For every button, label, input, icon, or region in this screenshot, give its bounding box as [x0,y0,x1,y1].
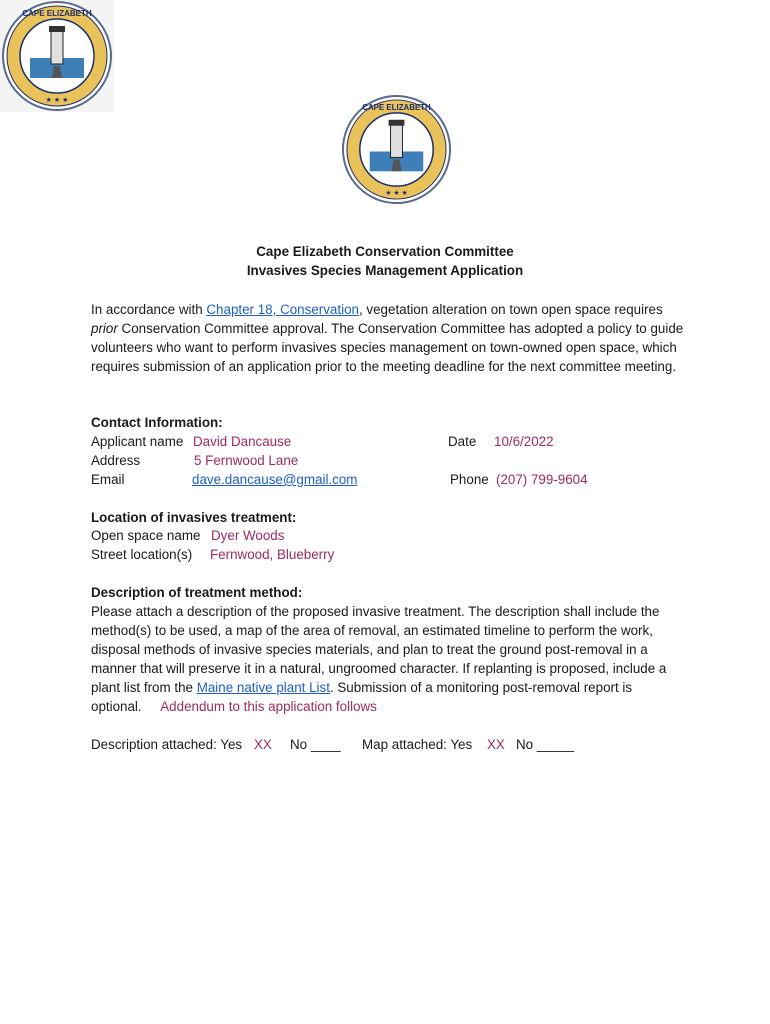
email-value-link[interactable]: dave.dancause@gmail.com [192,472,358,487]
description-text: . Submission of a monitoring post-removal report is optional. [91,680,633,714]
street-label: Street location(s) [91,547,193,562]
phone-value[interactable]: (207) 799-9604 [496,472,588,487]
intro-emphasis: prior [91,321,118,336]
location-heading: Location of invasives treatment: [91,510,297,525]
map-attached-no[interactable]: No _____ [516,737,575,752]
map-attached-yes[interactable]: XX [487,737,505,752]
description-heading: Description of treatment method: [91,585,303,600]
open-space-value[interactable]: Dyer Woods [211,528,285,543]
date-label: Date [448,434,477,449]
svg-text:★ ★ ★: ★ ★ ★ [385,190,408,198]
applicant-row [91,432,183,451]
town-seal-center [340,93,453,206]
description-attached-no[interactable]: No ____ [290,737,341,752]
document-title: Cape Elizabeth Conservation Committee [256,244,514,259]
document-subtitle: Invasives Species Management Application [246,263,524,278]
description-attached-label: Description attached: Yes [91,737,243,752]
phone-label: Phone [450,472,489,487]
intro-text: Conservation Committee approval. The Conservation Committee has adopted a policy to guide volunteers who want to perform invasives species management on town-owned open space, which requires submission of an application prior to the meeting deadline for the next committee meeting. [91,321,684,374]
date-value[interactable]: 10/6/2022 [494,434,554,449]
address-label: Address [91,453,141,468]
address-value[interactable]: 5 Fernwood Lane [194,453,299,468]
svg-text:★ ★ ★: ★ ★ ★ [45,97,69,104]
map-attached-label: Map attached: Yes [362,737,473,752]
applicant-label: Applicant name [91,434,184,449]
description-attached-yes[interactable]: XX [254,737,272,752]
town-seal-logo [0,0,114,112]
intro-text: In accordance with [91,302,207,317]
svg-text:CAPE ELIZABETH: CAPE ELIZABETH [362,102,431,112]
street-value[interactable]: Fernwood, Blueberry [210,547,335,562]
contact-heading: Contact Information: [91,415,223,430]
open-space-label: Open space name [91,528,201,543]
chapter-18-link[interactable]: Chapter 18, Conservation [206,302,359,317]
intro-text: , vegetation alteration on town open space requires [358,302,663,317]
email-label: Email [91,472,125,487]
applicant-value[interactable]: David Dancause [193,434,292,449]
description-paragraph [91,602,687,716]
svg-text:CAPE ELIZABETH: CAPE ELIZABETH [22,9,92,18]
description-text: Please attach a description of the proposed invasive treatment. The description shall include the method(s) to be used, a map of the area of removal, an estimated timeline to perform the work, disposal methods of invasive species materials, and plan to treat the ground post-removal in a manner that will preserve it in a natural, ungroomed character. If replanting is proposed, include a plant list from the [91,604,667,695]
maine-native-plant-link[interactable]: Maine native plant List [196,680,330,695]
addendum-note: Addendum to this application follows [160,699,377,714]
intro-paragraph [91,300,691,376]
